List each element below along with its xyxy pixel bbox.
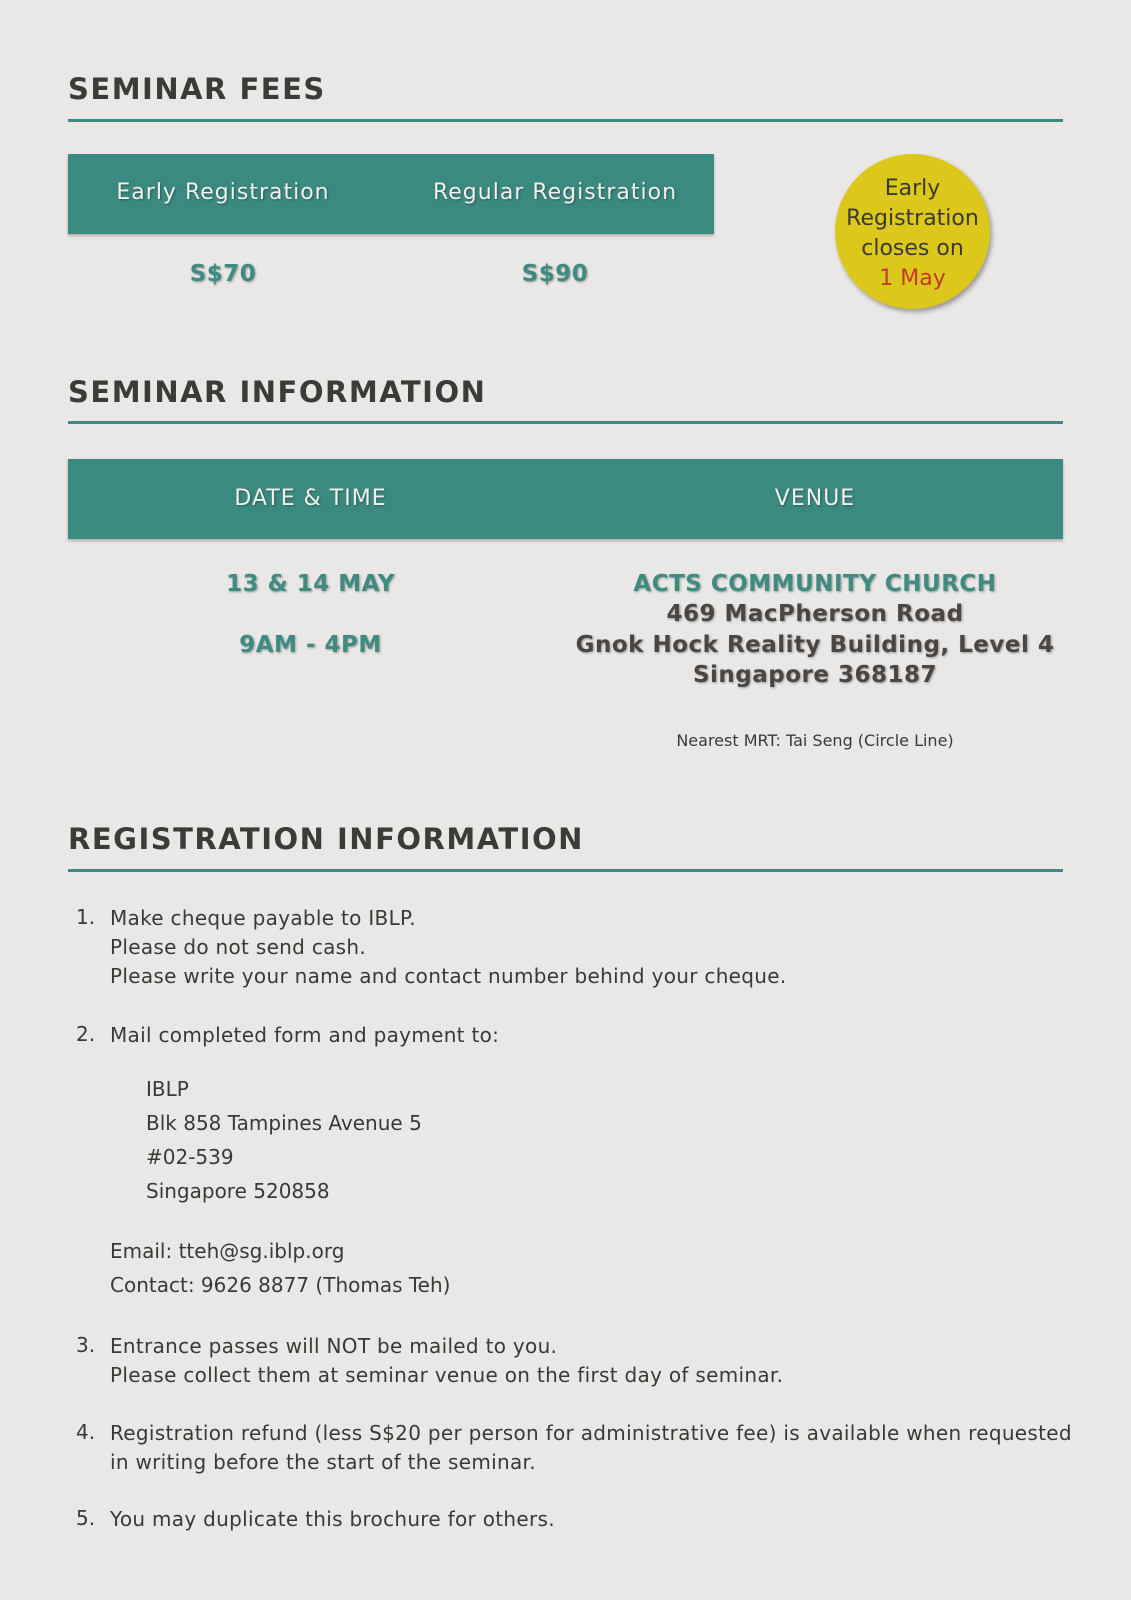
early-registration-badge — [835, 154, 990, 309]
email-line: Email: tteh@sg.iblp.org — [110, 1239, 345, 1263]
contact-line: Contact: 9626 8877 (Thomas Teh) — [110, 1273, 451, 1297]
list-item — [110, 904, 787, 991]
list-item — [110, 1419, 1120, 1477]
list-number: 2. — [76, 1022, 96, 1046]
venue-address-line: 469 MacPherson Road — [666, 601, 964, 627]
address-line: Blk 858 Tampines Avenue 5 — [146, 1111, 422, 1135]
badge-line: Registration — [846, 206, 979, 231]
regular-price: S$90 — [521, 261, 589, 287]
seminar-time: 9AM - 4PM — [239, 632, 382, 658]
list-item — [110, 1505, 555, 1534]
list-number: 1. — [76, 905, 96, 929]
address-line: #02-539 — [146, 1145, 234, 1169]
venue-header: VENUE — [774, 486, 856, 511]
list-item-line: Please write your name and contact number behind your cheque. — [110, 964, 787, 988]
venue-address-line: Gnok Hock Reality Building, Level 4 — [575, 632, 1055, 658]
list-item-line: Registration refund (less S$20 per person for administrative fee) is available when requested — [110, 1421, 1072, 1445]
list-number: 5. — [76, 1506, 96, 1530]
badge-deadline: 1 May — [879, 266, 946, 291]
list-item-line: Please do not send cash. — [110, 935, 367, 959]
registration-information-heading: REGISTRATION INFORMATION — [68, 822, 584, 856]
list-item — [110, 1332, 783, 1390]
nearest-mrt: Nearest MRT: Tai Seng (Circle Line) — [676, 731, 954, 750]
section-divider — [68, 119, 1063, 122]
date-time-header: DATE & TIME — [234, 486, 387, 511]
badge-line: closes on — [861, 236, 964, 261]
list-item-line: Make cheque payable to IBLP. — [110, 906, 416, 930]
list-number: 4. — [76, 1420, 96, 1444]
regular-registration-label: Regular Registration — [432, 180, 678, 205]
address-line: IBLP — [146, 1077, 189, 1101]
venue-name: ACTS COMMUNITY CHURCH — [633, 571, 997, 597]
list-item — [110, 1021, 499, 1050]
venue-address-line: Singapore 368187 — [692, 662, 938, 688]
list-item-line: in writing before the start of the seminar. — [110, 1450, 536, 1474]
mailing-address — [146, 1072, 422, 1208]
seminar-date: 13 & 14 MAY — [226, 571, 395, 597]
list-item-line: Please collect them at seminar venue on the first day of seminar. — [110, 1363, 784, 1387]
section-divider — [68, 421, 1063, 424]
list-item-line: Mail completed form and payment to: — [110, 1023, 500, 1047]
early-price: S$70 — [189, 261, 257, 287]
list-number: 3. — [76, 1333, 96, 1357]
address-line: Singapore 520858 — [146, 1179, 330, 1203]
section-divider — [68, 869, 1063, 872]
early-registration-label: Early Registration — [116, 180, 330, 205]
contact-block — [110, 1234, 450, 1302]
seminar-information-heading: SEMINAR INFORMATION — [68, 375, 487, 409]
seminar-fees-heading: SEMINAR FEES — [68, 72, 326, 106]
badge-line: Early — [884, 176, 941, 201]
list-item-line: Entrance passes will NOT be mailed to you. — [110, 1334, 558, 1358]
list-item-line: You may duplicate this brochure for others. — [110, 1507, 555, 1531]
